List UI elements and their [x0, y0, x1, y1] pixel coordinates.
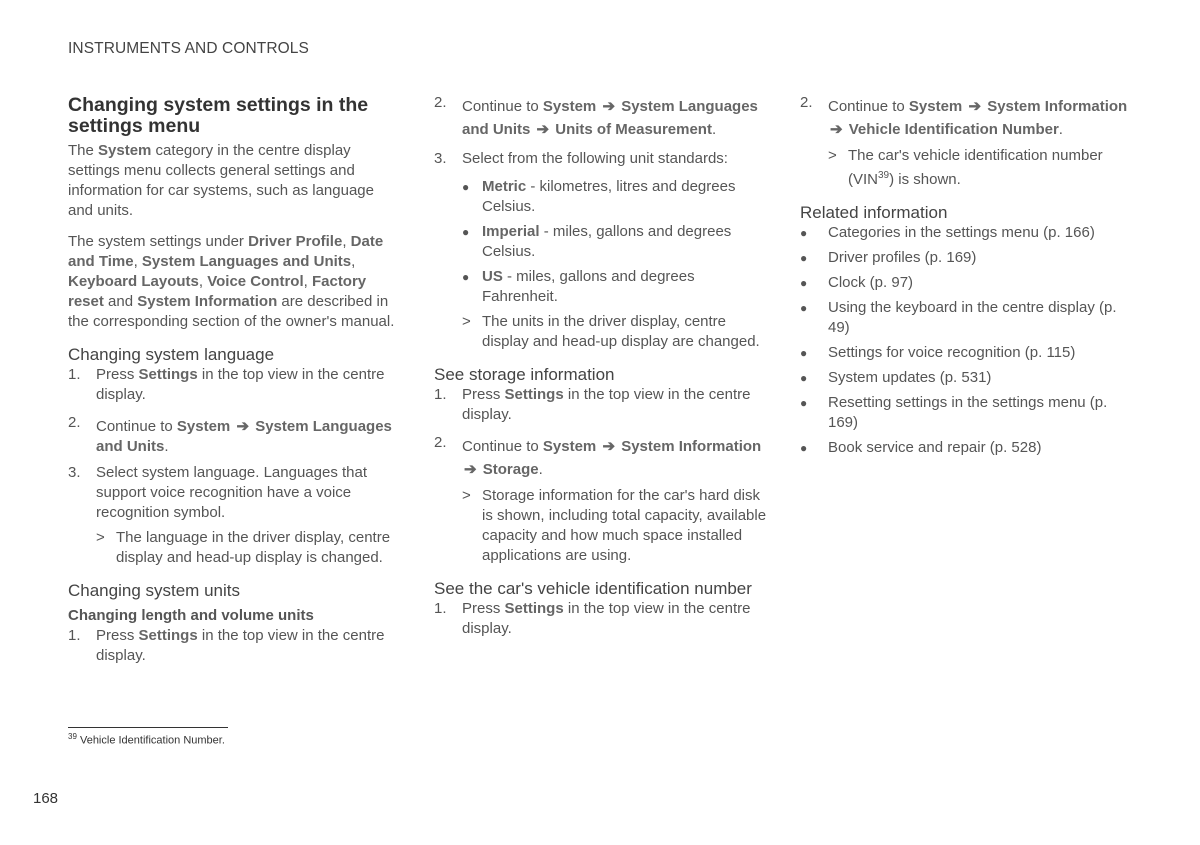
list-item: ● Imperial - miles, gallons and degrees Celsius.	[462, 223, 732, 260]
list-item: ● Metric - kilometres, litres and degrees Celsius.	[462, 178, 736, 215]
result-item: > The car's vehicle identification number (VIN$^{39}$) is shown.	[828, 147, 1103, 188]
list-item: 2. Continue to System ➔ System Languages and Units ➔ Units of Measurement.	[434, 94, 758, 138]
list-item	[800, 223, 1130, 243]
list-item	[800, 393, 1130, 433]
column-1	[68, 95, 403, 666]
bullet-icon: ●	[800, 301, 808, 315]
arrow-icon: ➔	[236, 418, 250, 435]
page-header: INSTRUMENTS AND CONTROLS	[68, 40, 309, 57]
list-item	[800, 343, 1130, 363]
related-link[interactable]: Categories in the settings menu (p. 166)	[828, 224, 1095, 241]
list-item: 1. Press Settings in the top view in the centre display.	[68, 627, 385, 664]
subsection-title-vin: See the car's vehicle identification number	[434, 579, 752, 598]
result-item: > Storage information for the car's hard disk is shown, including total capacity, available capacity and how much space installed applications are using.	[462, 487, 767, 564]
list-item	[800, 273, 1130, 293]
settings-paragraph: The system settings under Driver Profile, Date and Time, System Languages and Units, Keyboard Layouts, Voice Control, Factory reset and System Information are described in the corresponding section of the owner's manual.	[68, 233, 395, 330]
bullet-icon: ●	[462, 270, 470, 284]
arrow-icon: ➔	[602, 438, 616, 455]
list-item	[800, 298, 1130, 338]
related-link[interactable]: Driver profiles (p. 169)	[828, 249, 977, 266]
list-item: 2. Continue to System ➔ System Languages and Units.	[68, 414, 392, 455]
subsection-title-language: Changing system language	[68, 345, 275, 364]
bullet-icon: ●	[462, 225, 470, 239]
list-item: 1. Press Settings in the top view in the centre display.	[434, 600, 751, 637]
list-item: 2. Continue to System ➔ System Information ➔ Storage.	[434, 434, 762, 478]
arrow-icon: ➔	[602, 98, 616, 115]
bullet-icon: ●	[462, 180, 470, 194]
related-link[interactable]: Using the keyboard in the centre display (p. 49)	[828, 299, 1117, 336]
related-link[interactable]: Book service and repair (p. 528)	[828, 439, 1042, 456]
bullet-icon: ●	[800, 276, 808, 290]
subsection-title-storage: See storage information	[434, 365, 615, 384]
list-item	[800, 438, 1130, 458]
footnote-divider	[68, 727, 228, 728]
result-item: > The units in the driver display, centre display and head-up display are changed.	[462, 313, 760, 350]
subsection-title-related: Related information	[800, 203, 948, 222]
related-link[interactable]: Resetting settings in the settings menu (p. 169)	[828, 394, 1108, 431]
bullet-icon: ●	[800, 371, 808, 385]
list-item: 1. Press Settings in the top view in the centre display.	[68, 366, 385, 403]
arrow-icon: ➔	[464, 461, 477, 478]
list-item: 3. Select from the following unit standards:	[434, 150, 728, 167]
list-item	[800, 368, 1130, 388]
bullet-icon: ●	[800, 396, 808, 410]
arrow-icon: ➔	[536, 121, 550, 138]
footnote: $^{39}$ Vehicle Identification Number.	[68, 732, 225, 747]
column-3	[800, 95, 1130, 458]
bullet-icon: ●	[800, 226, 808, 240]
arrow-icon: ➔	[968, 98, 982, 115]
subsection-title-units: Changing system units	[68, 581, 240, 600]
page-number: 168	[33, 790, 59, 807]
result-item: > The language in the driver display, centre display and head-up display is changed.	[96, 529, 391, 566]
bullet-icon: ●	[800, 441, 808, 455]
sub-subsection-title: Changing length and volume units	[68, 607, 314, 624]
list-item: 2. Continue to System ➔ System Information ➔ Vehicle Identification Number.	[800, 94, 1128, 138]
bullet-icon: ●	[800, 346, 808, 360]
related-link[interactable]: System updates (p. 531)	[828, 369, 992, 386]
arrow-icon: ➔	[830, 121, 843, 138]
related-link[interactable]: Settings for voice recognition (p. 115)	[828, 344, 1076, 361]
list-item: 3. Select system language. Languages that support voice recognition have a voice recognition symbol.	[68, 464, 368, 521]
section-title: Changing system settings in the settings menu	[68, 94, 369, 137]
bullet-icon: ●	[800, 251, 808, 265]
related-link[interactable]: Clock (p. 97)	[828, 274, 914, 291]
column-2	[434, 95, 772, 639]
list-item	[800, 248, 1130, 268]
list-item: ● US - miles, gallons and degrees Fahrenheit.	[462, 268, 695, 305]
list-item: 1. Press Settings in the top view in the centre display.	[434, 386, 751, 423]
intro-paragraph: The System category in the centre display settings menu collects general settings and information for car systems, such as language and units.	[68, 142, 374, 219]
